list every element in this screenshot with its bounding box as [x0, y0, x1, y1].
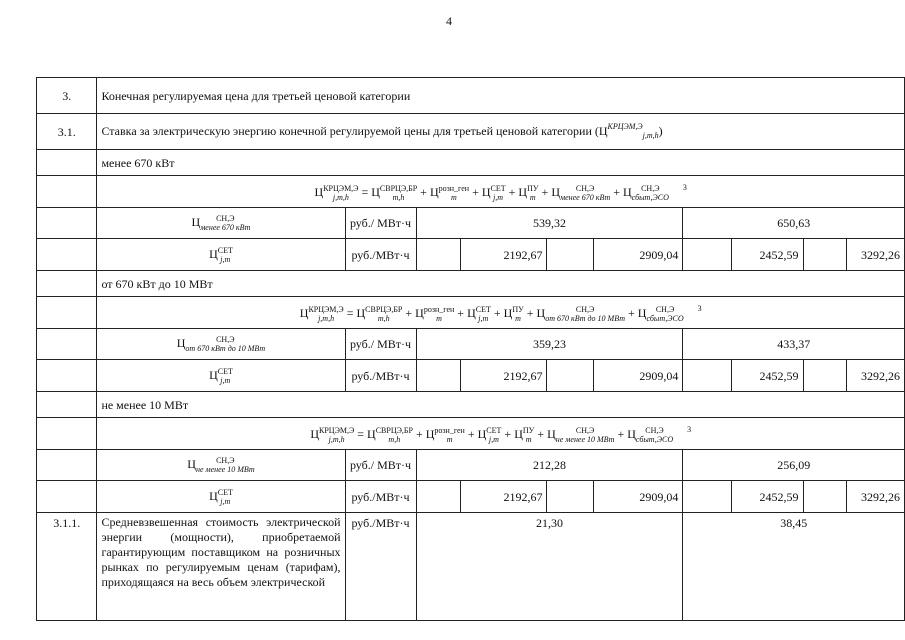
set-symbol-cell — [97, 360, 345, 392]
formula-symbol: Ц розн_ген m — [415, 305, 455, 324]
value-cell: 2452,59 — [731, 239, 803, 271]
formula-symbol: Ц СН,Э от 670 кВт до 10 МВт — [536, 305, 625, 324]
empty-cell — [683, 360, 731, 392]
formula-symbol: Ц КРЦЭМ,Э j,m,h — [299, 305, 344, 324]
empty-cell — [803, 239, 847, 271]
row-number: 3.1.1. — [37, 513, 97, 621]
empty-cell — [547, 239, 593, 271]
value-cell: 433,37 — [683, 329, 905, 360]
value-cell: 2452,59 — [731, 481, 803, 513]
empty-cell — [683, 481, 731, 513]
unit-cell: руб./МВт·ч — [345, 239, 416, 271]
formula-symbol: Ц СН,Э менее 670 кВт — [191, 214, 251, 232]
empty-cell — [416, 481, 461, 513]
empty-cell — [37, 329, 97, 360]
empty-cell — [37, 297, 97, 329]
formula-symbol: Ц СЕТ j,m — [209, 487, 233, 506]
empty-cell — [37, 450, 97, 481]
formula-symbol: Ц СВРЦЭ,БР m,h — [367, 426, 413, 445]
empty-cell — [803, 360, 847, 392]
closing-paren: ) — [658, 124, 663, 138]
formula-symbol: Ц розн_ген m — [429, 184, 470, 203]
value-cell: 2192,67 — [461, 360, 547, 392]
sn-symbol-cell — [97, 329, 345, 360]
group-label: не менее 10 МВт — [97, 392, 905, 418]
formula-symbol: Ц СН,Э сбыт,ЭСО — [627, 426, 674, 445]
empty-cell — [547, 481, 593, 513]
value-cell: 2909,04 — [593, 239, 682, 271]
formula-row — [37, 176, 905, 208]
empty-cell — [37, 176, 97, 208]
value-cell: 3292,26 — [847, 239, 905, 271]
formula-symbol: Ц КРЦЭМ,Э j,m,h — [310, 426, 355, 445]
sn-row — [37, 450, 905, 481]
row-number: 3.1. — [37, 114, 97, 150]
sn-symbol-cell — [97, 208, 345, 239]
formula-symbol: Ц СВРЦЭ,БР m,h — [371, 184, 418, 203]
formula-symbol: Ц СЕТ j,m — [481, 184, 506, 203]
value-cell: 2909,04 — [593, 360, 682, 392]
value-cell: 38,45 — [683, 513, 905, 621]
formula-symbol: Ц СН,Э не менее 10 МВт — [187, 456, 255, 474]
sn-row — [37, 208, 905, 239]
section-title: Конечная регулируемая цена для третьей ценовой категории — [97, 78, 905, 114]
value-cell: 21,30 — [416, 513, 683, 621]
set-symbol-cell — [97, 481, 345, 513]
value-cell: 2452,59 — [731, 360, 803, 392]
empty-cell — [803, 481, 847, 513]
unit-cell: руб./ МВт·ч — [345, 450, 416, 481]
formula-symbol: Ц СН,Э менее 670 кВт — [551, 184, 611, 203]
value-cell: 359,23 — [416, 329, 683, 360]
group-label: менее 670 кВт — [97, 150, 905, 176]
set-symbol-cell — [97, 239, 345, 271]
unit-cell: руб./МВт·ч — [345, 360, 416, 392]
symbol-sub: j,m,h — [642, 131, 659, 140]
footnote-mark: 3 — [687, 424, 692, 434]
formula: Ц КРЦЭМ,Э j,m,h = Ц СВРЦЭ,БР m,h + Ц розн_ген m + Ц СЕТ j,m + Ц ПУ m + Ц СН,Э не менее 10 МВт + Ц СН,Э сбыт,ЭСО $^3$ — [97, 418, 905, 450]
row-description: Средневзвешенная стоимость электрической энергии (мощности), приобретаемой гарантирующим поставщиком на розничных рынках по регулируемым ценам (тарифам), приходящаяся на весь объем электрической — [97, 513, 345, 621]
page-number: 4 — [446, 14, 452, 28]
value-cell: 2192,67 — [461, 481, 547, 513]
group-label: от 670 кВт до 10 МВт — [97, 271, 905, 297]
formula-symbol: Ц СН,Э сбыт,ЭСО — [637, 305, 684, 324]
value-cell: 2192,67 — [461, 239, 547, 271]
value-cell: 212,28 — [416, 450, 683, 481]
value-cell: 3292,26 — [847, 360, 905, 392]
sn-row — [37, 329, 905, 360]
set-row — [37, 239, 905, 271]
unit-cell: руб./МВт·ч — [345, 513, 416, 621]
group-label-row — [37, 150, 905, 176]
empty-cell — [37, 150, 97, 176]
formula-symbol: Ц ПУ m — [518, 184, 539, 203]
empty-cell — [683, 239, 731, 271]
section-title — [97, 114, 905, 150]
group-label-row — [37, 271, 905, 297]
value-cell: 650,63 — [683, 208, 905, 239]
value-cell: 539,32 — [416, 208, 683, 239]
formula-row — [37, 297, 905, 329]
formula-symbol: Ц СЕТ j,m — [209, 366, 233, 385]
set-row — [37, 360, 905, 392]
formula: Ц КРЦЭМ,Э j,m,h = Ц СВРЦЭ,БР m,h + Ц розн_ген m + Ц СЕТ j,m + Ц ПУ m + Ц СН,Э менее 670 кВт + Ц СН,Э сбыт,ЭСО $^3$ — [97, 176, 905, 208]
set-row — [37, 481, 905, 513]
empty-cell — [37, 392, 97, 418]
empty-cell — [416, 239, 461, 271]
formula-symbol: Ц СН,Э сбыт,ЭСО — [623, 184, 669, 203]
unit-cell: руб./МВт·ч — [345, 481, 416, 513]
empty-cell — [37, 481, 97, 513]
footnote-mark: 3 — [682, 182, 687, 192]
sn-symbol-cell — [97, 450, 345, 481]
formula-symbol: Ц СЕТ j,m — [477, 426, 502, 445]
empty-cell — [37, 271, 97, 297]
empty-cell — [37, 239, 97, 271]
value-cell: 256,09 — [683, 450, 905, 481]
formula-symbol: Ц КРЦЭМ,Э j,m,h — [314, 184, 359, 203]
group-label-row — [37, 392, 905, 418]
formula-symbol: Ц ПУ m — [503, 305, 524, 324]
row-number: 3. — [37, 78, 97, 114]
empty-cell — [37, 418, 97, 450]
formula-symbol: Ц СН,Э не менее 10 МВт — [547, 426, 615, 445]
formula: Ц КРЦЭМ,Э j,m,h = Ц СВРЦЭ,БР m,h + Ц розн_ген m + Ц СЕТ j,m + Ц ПУ m + Ц СН,Э от 670 кВт до 10 МВт + Ц СН,Э сбыт,ЭСО $^3$ — [97, 297, 905, 329]
value-cell: 2909,04 — [593, 481, 682, 513]
tariff-table — [36, 77, 905, 621]
formula-symbol: Ц СН,Э от 670 кВт до 10 МВт — [176, 335, 266, 353]
empty-cell — [547, 360, 593, 392]
empty-cell — [37, 208, 97, 239]
value-cell: 3292,26 — [847, 481, 905, 513]
unit-cell: руб./ МВт·ч — [345, 329, 416, 360]
footnote-mark: 3 — [697, 303, 702, 313]
formula-symbol: Ц розн_ген m — [425, 426, 465, 445]
section-title-text: Ставка за электрическую энергию конечной регулируемой цены для третьей ценовой категории (Ц — [101, 124, 608, 138]
empty-cell — [416, 360, 461, 392]
unit-cell: руб./ МВт·ч — [345, 208, 416, 239]
symbol-sup: КРЦЭМ,Э — [607, 122, 643, 131]
formula-symbol: Ц СЕТ j,m — [467, 305, 491, 324]
empty-cell — [37, 360, 97, 392]
formula-row — [37, 418, 905, 450]
formula-symbol: Ц ПУ m — [514, 426, 535, 445]
formula-symbol: Ц СЕТ j,m — [209, 245, 233, 264]
formula-symbol: Ц СВРЦЭ,БР m,h — [356, 305, 403, 324]
